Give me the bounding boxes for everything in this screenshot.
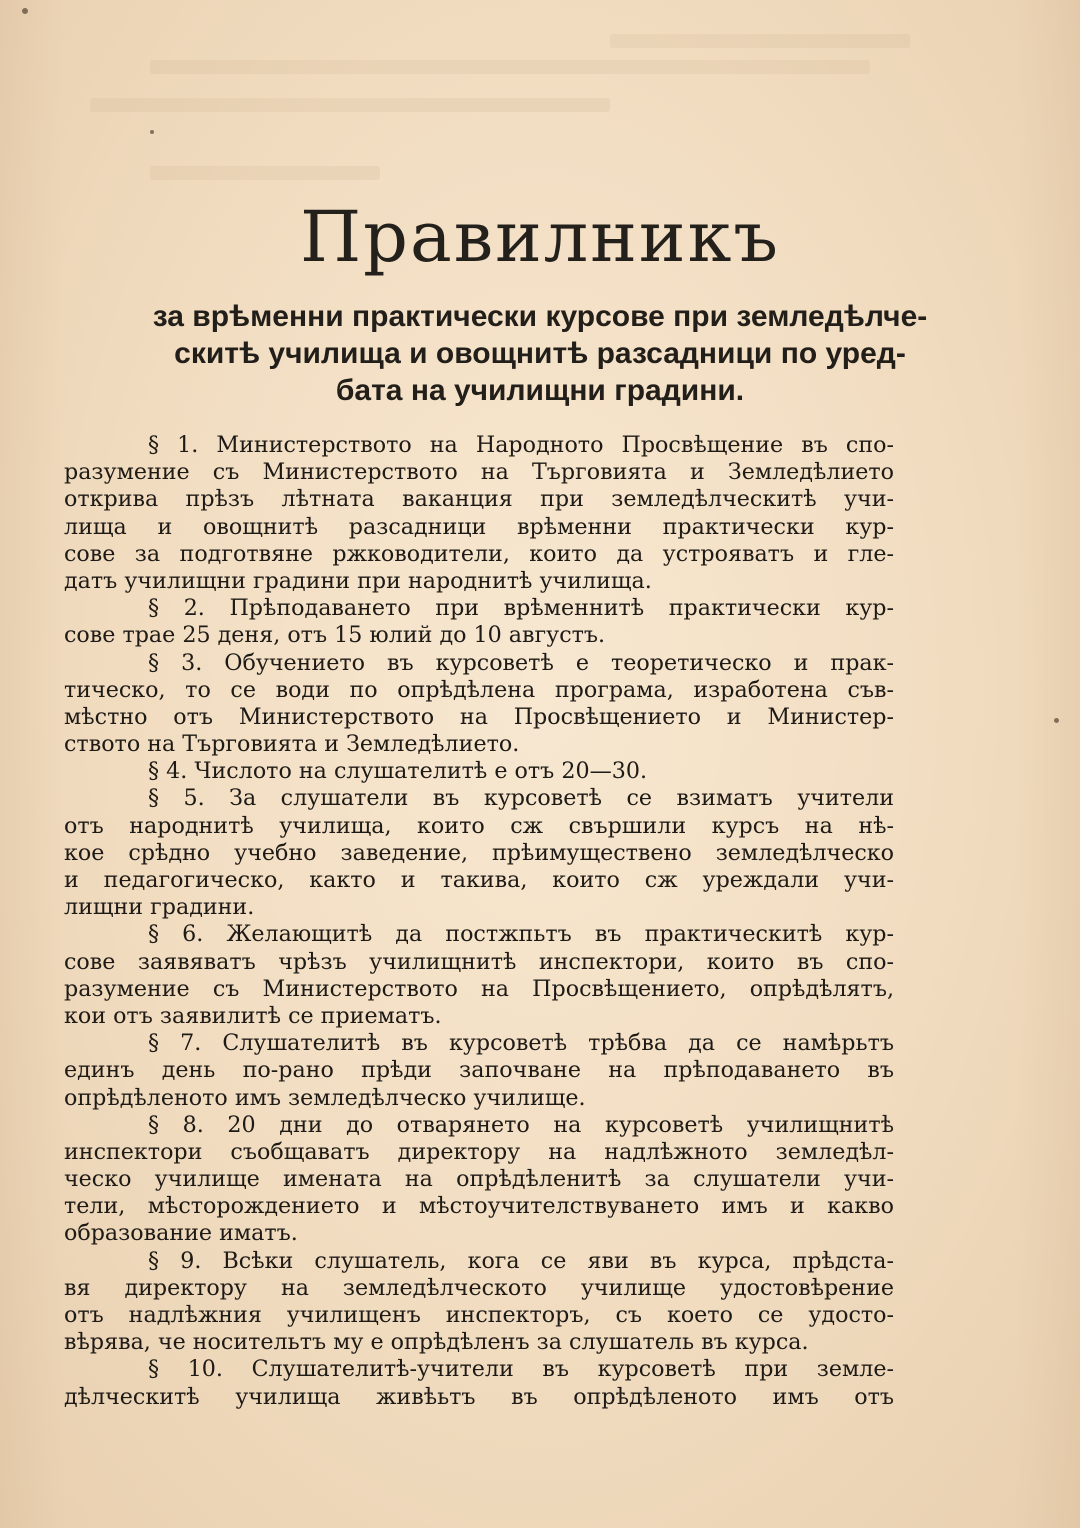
paragraph-section-2 [64, 595, 894, 649]
text-line: § 8. 20 дни до отварянето на курсоветѣ училищнитѣ [148, 1111, 894, 1138]
text-line: разумение съ Министерството на Просвѣщението, опрѣдѣлятъ, [64, 975, 894, 1002]
document-body [64, 432, 894, 1411]
paragraph-section-1 [64, 432, 894, 595]
text-line: и педагогическо, както и такива, които сж уреждали учи- [64, 867, 894, 893]
text-line: образование иматъ. [64, 1220, 298, 1247]
paragraph-section-4 [64, 758, 894, 785]
text-line: вѣрява, че носительтъ му е опрѣдѣленъ за слушатель въ курса. [64, 1329, 809, 1356]
text-line: мѣстно отъ Министерството на Просвѣщението и Министер- [64, 703, 894, 730]
text-line: кое срѣдно учебно заведение, прѣимуществено земледѣлческо [64, 839, 894, 866]
text-line: сове трае 25 деня, отъ 15 юлий до 10 августъ. [64, 622, 606, 649]
text-line: § 4. Числото на слушателитѣ е отъ 20—30. [148, 758, 648, 785]
bleed-through-mark [610, 34, 910, 48]
document-subtitle [60, 298, 1020, 409]
text-line: § 7. Слушателитѣ въ курсоветѣ трѣбва да се намѣрьтъ [148, 1030, 894, 1057]
bleed-through-mark [90, 98, 610, 112]
subtitle-line: за врѣменни практически курсове при земледѣлче- [152, 300, 928, 333]
text-line: открива прѣзъ лѣтната ваканция при земледѣлческитѣ учи- [64, 486, 894, 513]
text-line: тели, мѣсторождението и мѣстоучителствуването имъ и какво [64, 1193, 894, 1220]
text-line: опрѣдѣленото имъ земледѣлческо училище. [64, 1084, 586, 1111]
text-line: дѣлческитѣ училища живѣьтъ въ опрѣдѣленото имъ отъ [64, 1383, 894, 1410]
text-line: § 9. Всѣки слушатель, кога се яви въ курса, прѣдста- [148, 1247, 894, 1274]
text-line: единъ день по-рано прѣди започване на прѣподаването въ [64, 1057, 894, 1084]
bleed-through-mark [150, 166, 380, 180]
subtitle-line: скитѣ училища и овощнитѣ разсадници по уред- [174, 337, 906, 370]
text-line: отъ надлѣжния училищенъ инспекторъ, съ което се удосто- [64, 1302, 894, 1328]
text-line: § 1. Министерството на Народното Просвѣщение въ спо- [148, 432, 894, 458]
text-line: сове заявяватъ чрѣзъ училищнитѣ инспектори, които въ спо- [64, 948, 894, 975]
text-line: лищни градини. [64, 894, 255, 921]
paragraph-section-9 [64, 1248, 894, 1357]
text-line: ството на Търговията и Земледѣлието. [64, 731, 520, 758]
text-line: кои отъ заявилитѣ се приематъ. [64, 1002, 442, 1029]
paper-speck [1054, 718, 1059, 723]
paragraph-section-3 [64, 650, 894, 759]
paper-speck [150, 130, 154, 134]
text-line: § 5. За слушатели въ курсоветѣ се взиматъ учители [148, 785, 894, 812]
paragraph-section-10 [64, 1356, 894, 1410]
text-line: § 3. Обучението въ курсоветѣ е теоретическо и прак- [148, 649, 894, 676]
paragraph-section-8 [64, 1112, 894, 1248]
text-line: ческо училище имената на опрѣдѣленитѣ за слушатели учи- [64, 1166, 894, 1193]
text-line: инспектори съобщаватъ директору на надлѣжното земледѣл- [64, 1138, 894, 1165]
text-line: § 10. Слушателитѣ-учители въ курсоветѣ при земле- [148, 1356, 894, 1383]
paragraph-section-7 [64, 1030, 894, 1112]
text-line: § 2. Прѣподаването при врѣменнитѣ практически кур- [148, 595, 894, 622]
text-line: § 6. Желающитѣ да постжпьтъ въ практическитѣ кур- [148, 921, 894, 948]
subtitle-line: бата на училищни градини. [335, 374, 745, 407]
text-line: разумение съ Министерството на Търговията и Земледѣлието [64, 459, 894, 486]
text-line: лища и овощнитѣ разсадници врѣменни практически кур- [64, 513, 894, 540]
text-line: вя директору на земледѣлческото училище удостовѣрение [64, 1274, 894, 1301]
paragraph-section-5 [64, 785, 894, 921]
paper-speck [22, 8, 28, 14]
text-line: тическо, то се води по опрѣдѣлена програма, изработена съв- [64, 676, 894, 703]
text-line: датъ училищни градини при народнитѣ училища. [64, 567, 652, 594]
text-line: отъ народнитѣ училища, които сж свършили курсъ на нѣ- [64, 812, 894, 839]
paragraph-section-6 [64, 921, 894, 1030]
page-title: Правилникъ [300, 196, 780, 278]
text-line: сове за подготвяне ржководители, които да устрояватъ и гле- [64, 540, 894, 567]
bleed-through-mark [150, 60, 870, 74]
